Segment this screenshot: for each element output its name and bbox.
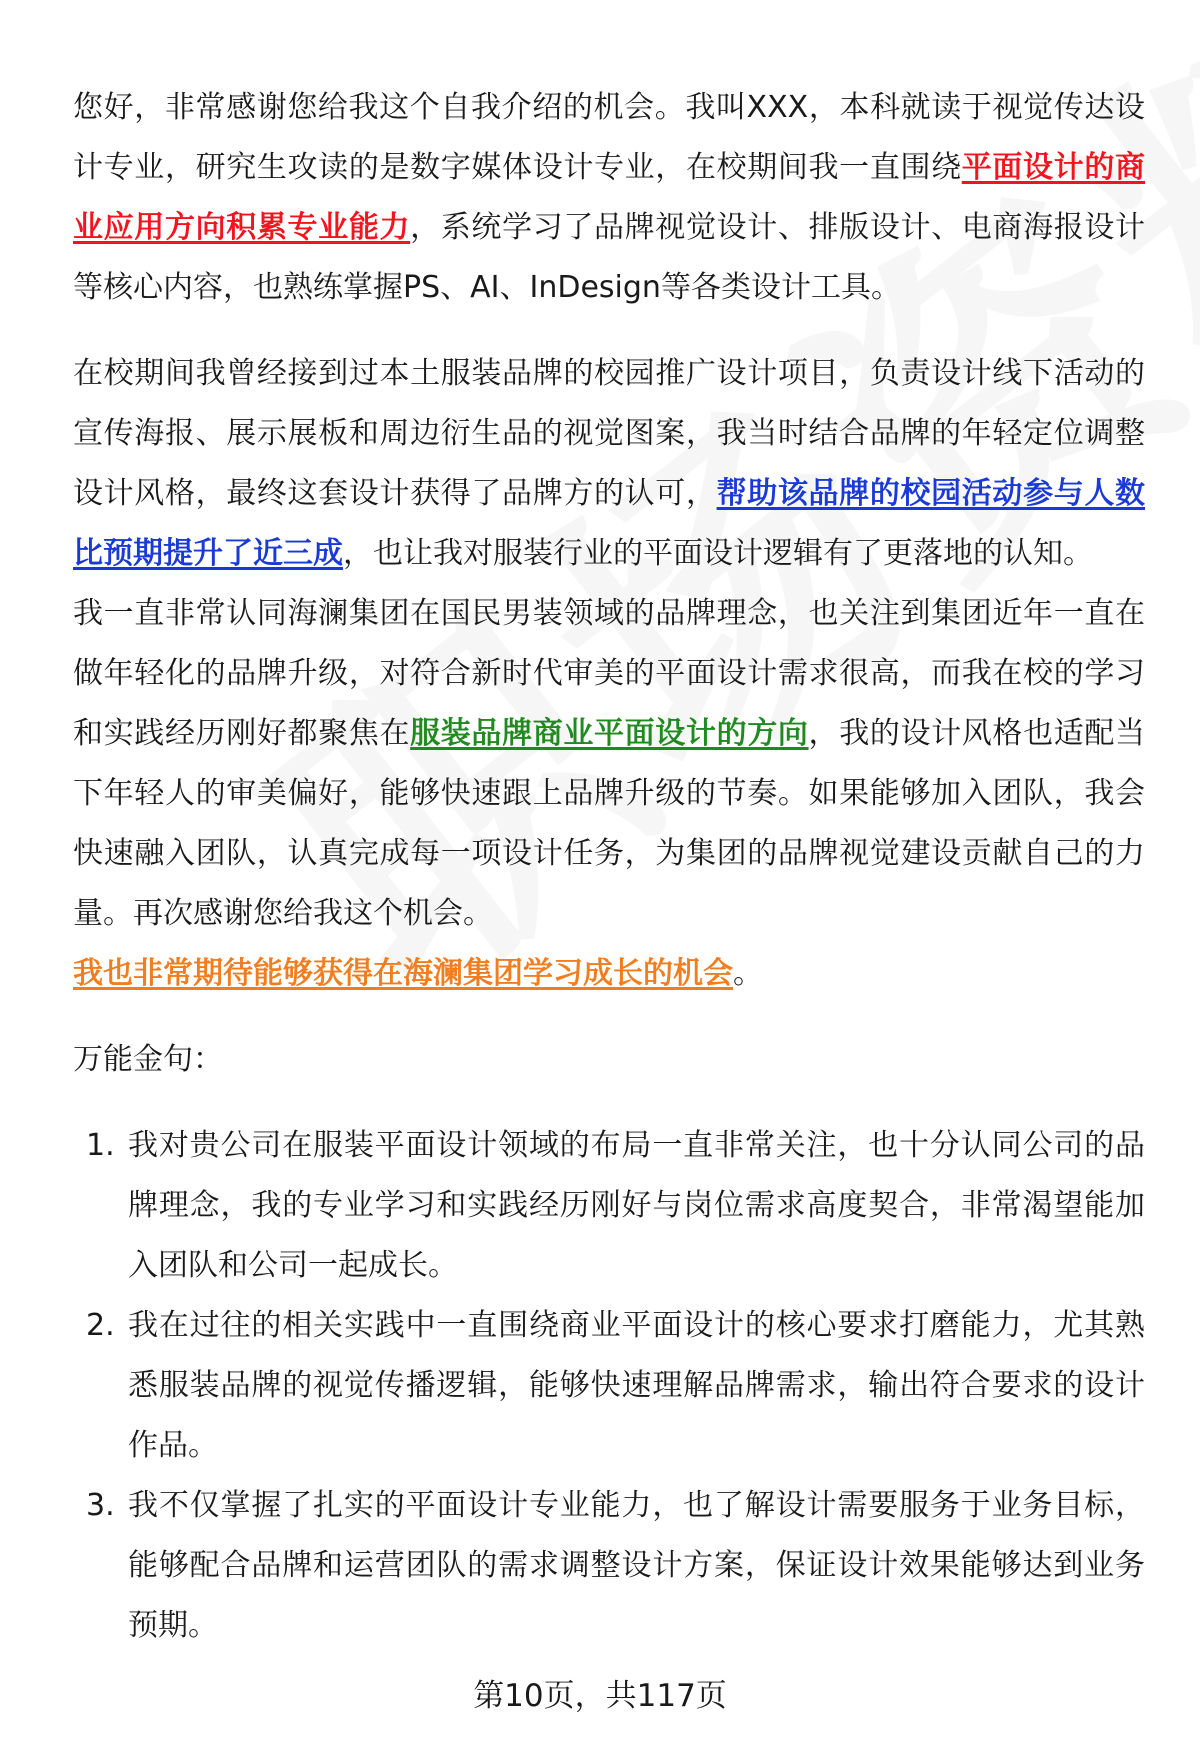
paragraph-motivation-tail: ，我的设计风格也适配当下年轻人的审美偏好，能够快速跟上品牌升级的节奏。如果能够加入团队，我会快速融入团队，认真完成每一项设计任务，为集团的品牌视觉建设贡献自己的力量。再次感谢您给我这个机会。 <box>73 716 1146 931</box>
list-item-text: 我不仅掌握了扎实的平面设计专业能力，也了解设计需要服务于业务目标，能够配合品牌和运营团队的需求调整设计方案，保证设计效果能够达到业务预期。 <box>128 1488 1145 1643</box>
list-item <box>73 1116 1145 1296</box>
highlight-green: 服装品牌商业平面设计的方向 <box>410 716 809 751</box>
paragraph-project <box>73 344 1145 584</box>
list-item <box>73 1296 1145 1476</box>
paragraph-motivation <box>73 584 1145 944</box>
paragraph-intro-text: 您好，非常感谢您给我这个自我介绍的机会。我叫XXX，本科就读于视觉传达设计专业，研究生攻读的是数字媒体设计专业，在校期间我一直围绕 <box>73 90 1145 185</box>
list-number: 2. <box>86 1308 115 1343</box>
document-body <box>73 78 1145 1656</box>
paragraph-intro-tail: ，系统学习了品牌视觉设计、排版设计、电商海报设计等核心内容，也熟练掌握PS、AI、InDesign等各类设计工具。 <box>73 210 1146 305</box>
paragraph-intro <box>73 78 1145 318</box>
page-footer: 第10页，共117页 <box>473 1678 727 1714</box>
list-item-text: 我在过往的相关实践中一直围绕商业平面设计的核心要求打磨能力，尤其熟悉服装品牌的视觉传播逻辑，能够快速理解品牌需求，输出符合要求的设计作品。 <box>128 1308 1145 1463</box>
section-title: 万能金句： <box>73 1042 223 1077</box>
highlight-orange: 我也非常期待能够获得在海澜集团学习成长的机会 <box>73 956 733 991</box>
list-item <box>73 1476 1145 1656</box>
list-number: 1. <box>86 1128 115 1163</box>
paragraph-project-tail: ，也让我对服装行业的平面设计逻辑有了更落地的认知。 <box>343 536 1093 571</box>
highlight-blue: 帮助该品牌的校园活动参与人数比预期提升了近三成 <box>73 476 1146 571</box>
paragraph-project-text: 在校期间我曾经接到过本土服装品牌的校园推广设计项目，负责设计线下活动的宣传海报、展示展板和周边衍生品的视觉图案，我当时结合品牌的年轻定位调整设计风格，最终这套设计获得了品牌方的认可， <box>73 356 1145 511</box>
highlight-red: 平面设计的商业应用方向积累专业能力 <box>73 150 1146 245</box>
phrase-list <box>73 1116 1145 1656</box>
paragraph-motivation-text: 我一直非常认同海澜集团在国民男装领域的品牌理念，也关注到集团近年一直在做年轻化的品牌升级，对符合新时代审美的平面设计需求很高，而我在校的学习和实践经历刚好都聚焦在 <box>73 596 1145 751</box>
list-item-text: 我对贵公司在服装平面设计领域的布局一直非常关注，也十分认同公司的品牌理念，我的专业学习和实践经历刚好与岗位需求高度契合，非常渴望能加入团队和公司一起成长。 <box>128 1128 1145 1283</box>
list-number: 3. <box>86 1488 115 1523</box>
paragraph-closing-tail: 。 <box>733 956 763 991</box>
paragraph-closing <box>73 944 1145 1004</box>
